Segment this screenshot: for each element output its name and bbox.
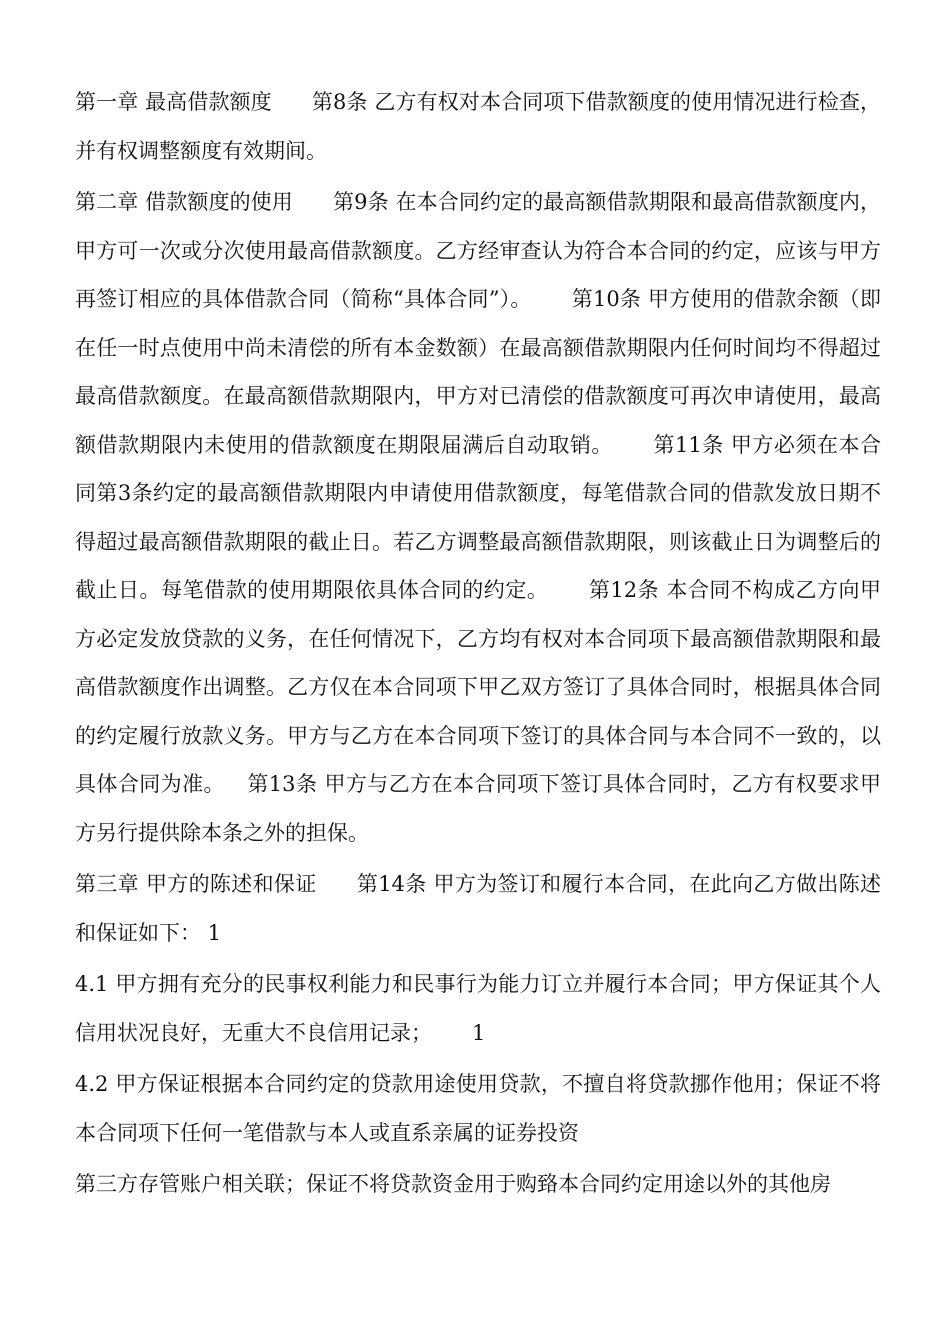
article-13: 第13条 甲方与乙方在本合同项下签订具体合同时，乙方有权要求甲方另行提供除本条之外的担保。 (75, 772, 881, 845)
clause-4-1 (75, 960, 881, 1057)
chapter-3-paragraph (75, 860, 881, 957)
clause-4-2-continued-text: 第三方存管账户相关联；保证不将贷款资金用于购臵本合同约定用途以外的其他房 (75, 1172, 831, 1196)
article-9: 第9条 在本合同约定的最高额借款期限和最高借款额度内，甲方可一次或分次使用最高借款额度。乙方经审查认为符合本合同的约定，应该与甲方再签订相应的具体借款合同（简称“具体合同”）。 (75, 190, 881, 311)
article-11: 第11条 甲方必须在本合同第3条约定的最高额借款期限内申请使用借款额度，每笔借款合同的借款发放日期不得超过最高额借款期限的截止日。若乙方调整最高额借款期限，则该截止日为调整后的截止日。每笔借款的使用期限依具体合同的约定。 (75, 432, 881, 602)
clause-4-2-continued (75, 1160, 881, 1209)
article-10: 第10条 甲方使用的借款余额（即在任一时点使用中尚未清偿的所有本金数额）在最高额借款期限内任何时间均不得超过最高借款额度。在最高额借款期限内，甲方对已清偿的借款额度可再次申请使用，最高额借款期限内未使用的借款额度在期限届满后自动取销。 (75, 287, 881, 457)
article-8: 第8条 乙方有权对本合同项下借款额度的使用情况进行检查，并有权调整额度有效期间。 (75, 90, 881, 163)
article-12: 第12条 本合同不构成乙方向甲方必定发放贷款的义务，在任何情况下，乙方均有权对本合同项下最高额借款期限和最高借款额度作出调整。乙方仅在本合同项下甲乙双方签订了具体合同时，根据具体合同的约定履行放款义务。甲方与乙方在本合同项下签订的具体合同与本合同不一致的，以具体合同为准。 (75, 578, 882, 796)
chapter-2-title: 第二章 借款额度的使用 (75, 190, 293, 214)
chapter-3-title: 第三章 甲方的陈述和保证 (75, 872, 317, 896)
chapter-1-title: 第一章 最高借款额度 (75, 90, 272, 114)
clause-4-2-text: 4.2 甲方保证根据本合同约定的贷款用途使用贷款，不擅自将贷款挪作他用；保证不将本合同项下任何一笔借款与本人或直系亲属的证券投资 (75, 1072, 881, 1145)
document-page (75, 78, 881, 1212)
article-14: 第14条 甲方为签订和履行本合同，在此向乙方做出陈述和保证如下： 1 (75, 872, 881, 945)
chapter-1-paragraph (75, 78, 881, 175)
clause-4-1-tail: 1 (472, 1020, 486, 1045)
clause-4-2 (75, 1060, 881, 1157)
clause-4-1-text: 4.1 甲方拥有充分的民事权利能力和民事行为能力订立并履行本合同；甲方保证其个人信用状况良好，无重大不良信用记录； (75, 972, 881, 1045)
chapter-2-paragraph (75, 178, 881, 857)
